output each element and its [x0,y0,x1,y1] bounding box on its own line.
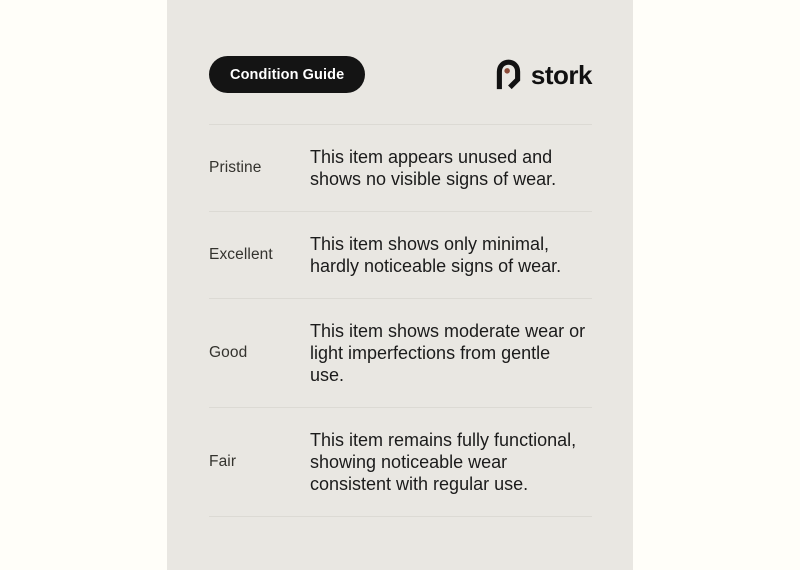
condition-row-pristine [209,124,592,211]
condition-guide-badge[interactable]: Condition Guide [209,56,365,93]
condition-label: Pristine [209,159,262,176]
condition-description: This item appears unused and shows no visible signs of wear. [310,147,557,189]
condition-row-good [209,298,592,407]
condition-description: This item shows moderate wear or light imperfections from gentle use. [310,321,586,385]
condition-table [209,124,592,517]
condition-description: This item shows only minimal, hardly noticeable signs of wear. [310,234,562,276]
condition-label: Fair [209,453,237,470]
condition-guide-card [167,0,633,570]
condition-description: This item remains fully functional, showing noticeable wear consistent with regular use. [310,430,577,494]
condition-label: Good [209,344,248,361]
condition-row-excellent [209,211,592,298]
card-header [209,56,592,93]
stork-logo [493,58,592,91]
stork-logo-icon [493,58,524,91]
condition-row-fair [209,407,592,517]
stork-logo-wordmark: stork [530,59,592,90]
condition-label: Excellent [209,246,273,263]
